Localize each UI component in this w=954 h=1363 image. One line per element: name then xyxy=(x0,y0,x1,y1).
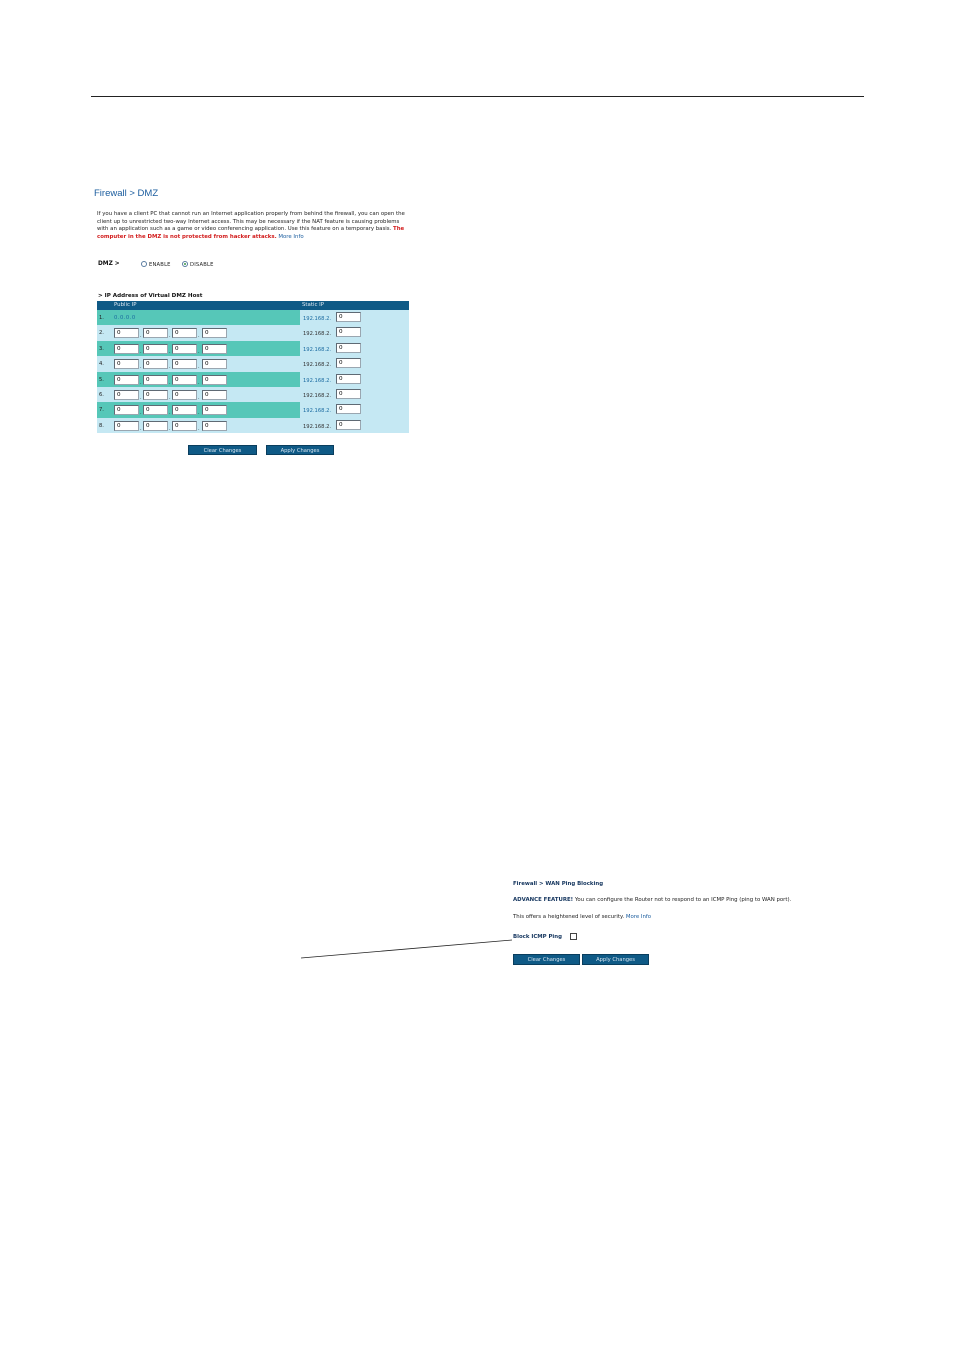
static-ip-header: Static IP xyxy=(302,302,324,308)
public-ip-octet-input[interactable]: 0 xyxy=(114,359,139,369)
octet-separator: . xyxy=(140,410,142,417)
public-ip-octet-input[interactable]: 0 xyxy=(114,328,139,338)
row-number: 6. xyxy=(99,391,104,398)
octet-separator: . xyxy=(169,410,171,417)
static-ip-prefix: 192.168.2. xyxy=(303,316,332,322)
octet-separator: . xyxy=(198,348,200,355)
static-ip-input[interactable]: 0 xyxy=(336,358,361,368)
octet-separator: . xyxy=(198,410,200,417)
dmz-description-text: If you have a client PC that cannot run an Internet application properly from behind the firewall, you can open the client up to unrestricted two-way Internet access. This may be necessary if the NAT feature is causing problems with an application such as a game or video conferencing application. Use this feature on a temporary basis. xyxy=(97,211,405,233)
static-ip-prefix: 192.168.2. xyxy=(303,331,332,338)
static-ip-input[interactable]: 0 xyxy=(336,404,361,414)
public-ip-octet-input[interactable]: 0 xyxy=(114,421,139,431)
public-ip-octet-input[interactable]: 0 xyxy=(202,359,227,369)
ping-more-info-link[interactable]: More Info xyxy=(625,914,652,920)
public-ip-octet-input[interactable]: 0 xyxy=(143,328,168,338)
row-number: 1. xyxy=(99,315,104,321)
wan-ping-page-title: Firewall > WAN Ping Blocking xyxy=(513,881,604,887)
static-ip-prefix: 192.168.2. xyxy=(303,377,332,384)
dmz-more-info-link[interactable]: More Info xyxy=(278,233,304,240)
octet-separator: . xyxy=(198,394,200,401)
dmz-apply-changes-button[interactable]: Apply Changes xyxy=(266,445,334,455)
row-number: 5. xyxy=(99,376,104,383)
dmz-clear-changes-button[interactable]: Clear Changes xyxy=(188,445,257,455)
public-ip-octet-input[interactable]: 0 xyxy=(114,375,139,385)
octet-separator: . xyxy=(169,348,171,355)
dmz-page-title: Firewall > DMZ xyxy=(94,188,159,199)
public-ip-octet-input[interactable]: 0 xyxy=(172,344,197,354)
octet-separator: . xyxy=(198,364,200,371)
octet-separator: . xyxy=(169,425,171,432)
dmz-warning: The computer in the DMZ is not protected from hacker attacks. xyxy=(97,226,405,240)
octet-separator: . xyxy=(140,348,142,355)
public-ip-octet-input[interactable]: 0 xyxy=(202,421,227,431)
octet-separator: . xyxy=(169,364,171,371)
static-ip-input[interactable]: 0 xyxy=(336,389,361,399)
ping-apply-changes-button[interactable]: Apply Changes xyxy=(582,954,649,965)
advance-feature-label: ADVANCE FEATURE! xyxy=(513,897,574,903)
public-ip-octet-input[interactable]: 0 xyxy=(172,405,197,415)
public-ip-octet-input[interactable]: 0 xyxy=(172,421,197,431)
row-number: 3. xyxy=(99,345,104,352)
public-ip-value: 0.0.0.0 xyxy=(114,315,136,321)
row-number: 4. xyxy=(99,361,104,368)
dmz-enable-label: ENABLE xyxy=(149,262,171,268)
static-ip-input[interactable]: 0 xyxy=(336,327,361,337)
static-ip-prefix: 192.168.2. xyxy=(303,362,332,369)
static-ip-prefix: 192.168.2. xyxy=(303,408,332,415)
static-ip-prefix: 192.168.2. xyxy=(303,392,332,399)
dmz-disable-label: DISABLE xyxy=(190,262,214,268)
public-ip-octet-input[interactable]: 0 xyxy=(202,375,227,385)
octet-separator: . xyxy=(140,364,142,371)
public-ip-octet-input[interactable]: 0 xyxy=(202,328,227,338)
octet-separator: . xyxy=(140,333,142,340)
static-ip-input[interactable]: 0 xyxy=(336,374,361,384)
octet-separator: . xyxy=(140,379,142,386)
octet-separator: . xyxy=(169,394,171,401)
advance-feature-description: You can configure the Router not to respond to an ICMP Ping (ping to WAN port). xyxy=(573,897,792,903)
static-ip-prefix: 192.168.2. xyxy=(303,346,332,353)
public-ip-octet-input[interactable]: 0 xyxy=(143,390,168,400)
octet-separator: . xyxy=(198,379,200,386)
public-ip-octet-input[interactable]: 0 xyxy=(143,405,168,415)
octet-separator: . xyxy=(169,379,171,386)
public-ip-octet-input[interactable]: 0 xyxy=(202,344,227,354)
static-ip-prefix: 192.168.2. xyxy=(303,423,332,430)
public-ip-octet-input[interactable]: 0 xyxy=(143,421,168,431)
public-ip-octet-input[interactable]: 0 xyxy=(172,390,197,400)
public-ip-octet-input[interactable]: 0 xyxy=(114,405,139,415)
ping-clear-changes-button[interactable]: Clear Changes xyxy=(513,954,580,965)
public-ip-octet-input[interactable]: 0 xyxy=(143,359,168,369)
octet-separator: . xyxy=(198,425,200,432)
row-number: 7. xyxy=(99,407,104,414)
static-ip-input[interactable]: 0 xyxy=(336,312,361,322)
block-icmp-ping-label: Block ICMP Ping xyxy=(513,934,562,940)
dmz-host-caption: > IP Address of Virtual DMZ Host xyxy=(98,293,203,299)
public-ip-header: Public IP xyxy=(114,302,137,308)
row-number: 8. xyxy=(99,422,104,429)
public-ip-octet-input[interactable]: 0 xyxy=(143,344,168,354)
security-note-text: This offers a heightened level of security. xyxy=(513,914,625,920)
octet-separator: . xyxy=(140,425,142,432)
public-ip-octet-input[interactable]: 0 xyxy=(114,390,139,400)
static-ip-input[interactable]: 0 xyxy=(336,343,361,353)
public-ip-octet-input[interactable]: 0 xyxy=(172,375,197,385)
public-ip-octet-input[interactable]: 0 xyxy=(143,375,168,385)
static-ip-input[interactable]: 0 xyxy=(336,420,361,430)
row-number: 2. xyxy=(99,330,104,337)
public-ip-octet-input[interactable]: 0 xyxy=(202,405,227,415)
octet-separator: . xyxy=(198,333,200,340)
octet-separator: . xyxy=(169,333,171,340)
public-ip-octet-input[interactable]: 0 xyxy=(172,359,197,369)
public-ip-octet-input[interactable]: 0 xyxy=(114,344,139,354)
dmz-toggle-label: DMZ > xyxy=(98,261,120,267)
public-ip-octet-input[interactable]: 0 xyxy=(172,328,197,338)
public-ip-octet-input[interactable]: 0 xyxy=(202,390,227,400)
octet-separator: . xyxy=(140,394,142,401)
